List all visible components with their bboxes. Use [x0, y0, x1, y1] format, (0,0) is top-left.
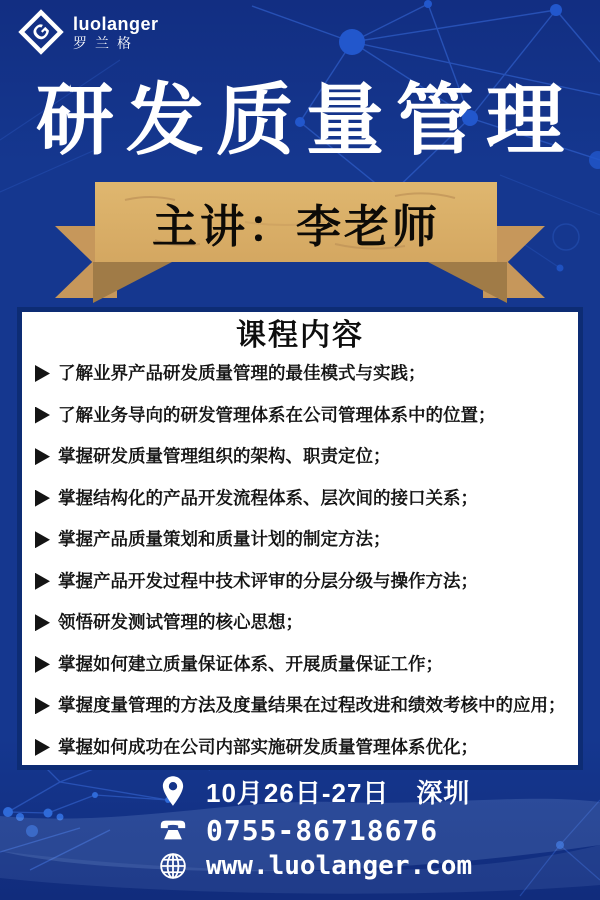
bullet-arrow-icon [35, 573, 50, 590]
location-pin-icon [152, 775, 194, 807]
svg-text:G: G [28, 19, 55, 46]
course-item-text: 领悟研发测试管理的核心思想； [58, 612, 303, 633]
ribbon-banner [95, 182, 497, 262]
course-item-text: 了解业界产品研发质量管理的最佳模式与实践； [58, 363, 426, 383]
course-item-text: 掌握如何成功在公司内部实施研发质量管理体系优化； [58, 736, 478, 757]
course-item-text: 掌握如何建立质量保证体系、开展质量保证工作； [58, 653, 443, 674]
course-item-text: 掌握度量管理的方法及度量结果在过程改进和绩效考核中的应用； [58, 695, 566, 716]
list-item [35, 404, 573, 427]
course-item-text: 了解业务导向的研发管理体系在公司管理体系中的位置； [58, 404, 496, 425]
list-item [35, 736, 573, 759]
list-item [35, 362, 573, 385]
website-url: www.luolanger.com [206, 851, 473, 881]
globe-icon [152, 852, 194, 880]
diamond-monogram-icon [18, 9, 64, 55]
website-row [152, 849, 472, 883]
event-date-location: 10月26日-27日 深圳 [206, 777, 471, 808]
list-item [35, 445, 573, 468]
list-item [35, 528, 573, 551]
list-item [35, 653, 573, 676]
panel-heading: 课程内容 [236, 319, 364, 352]
bullet-arrow-icon [35, 531, 50, 548]
phone-row [152, 813, 438, 847]
phone-icon [152, 817, 194, 843]
course-item-text: 掌握研发质量管理组织的架构、职责定位； [58, 446, 391, 467]
bullet-arrow-icon [35, 490, 50, 507]
date-location-row [152, 774, 470, 808]
course-item-text: 掌握结构化的产品开发流程体系、层次间的接口关系； [58, 487, 478, 508]
course-item-text: 掌握产品开发过程中技术评审的分层分级与操作方法； [58, 570, 478, 591]
list-item [35, 611, 573, 634]
list-item [35, 570, 573, 593]
brand-name-cn: 罗兰格 [73, 34, 139, 51]
list-item [35, 694, 573, 717]
bullet-arrow-icon [35, 407, 50, 424]
bullet-arrow-icon [35, 614, 50, 631]
brand-logo [18, 9, 159, 55]
bullet-arrow-icon [35, 656, 50, 673]
bullet-arrow-icon [35, 365, 50, 382]
bullet-arrow-icon [35, 697, 50, 714]
phone-number: 0755-86718676 [206, 813, 439, 847]
list-item [35, 487, 573, 510]
brand-name-en: luolanger [73, 13, 159, 34]
speaker-label: 主讲：李老师 [151, 200, 440, 252]
course-item-text: 掌握产品质量策划和质量计划的制定方法； [58, 529, 391, 550]
course-content-panel [17, 307, 583, 770]
bullet-arrow-icon [35, 448, 50, 465]
course-list [35, 362, 573, 759]
poster-title: 研发质量管理 [35, 76, 576, 164]
bullet-arrow-icon [35, 739, 50, 756]
